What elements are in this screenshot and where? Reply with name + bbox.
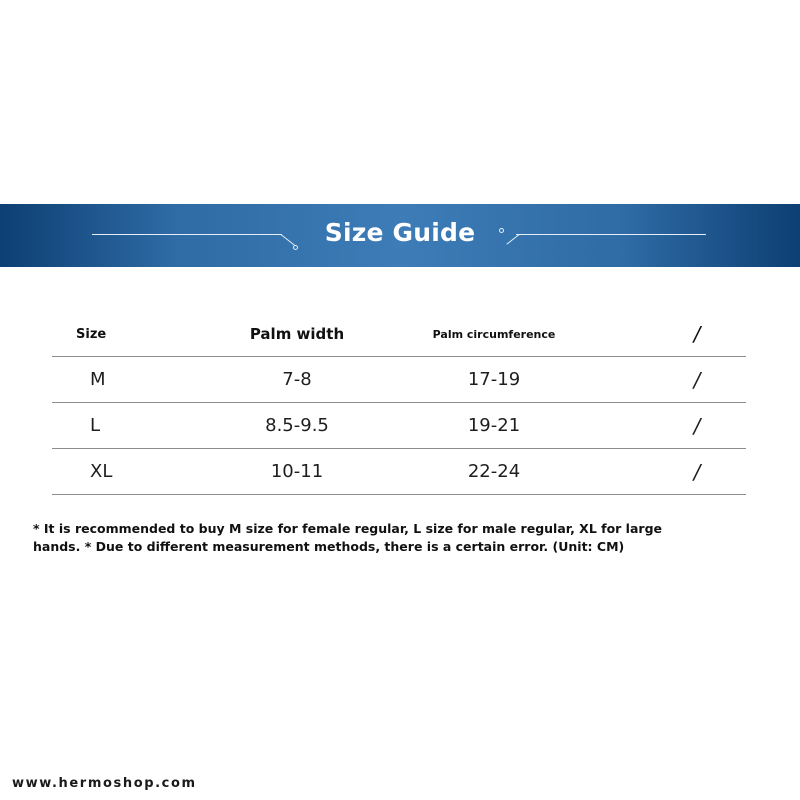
cell-size: XL [90,461,113,482]
cell-size: M [90,369,106,390]
table-row [52,403,746,449]
cell-extra: / [693,367,701,392]
size-table [52,312,746,495]
website-watermark: www.hermoshop.com [12,776,197,791]
header-size: Size [76,326,107,342]
cell-palm-circumference: 19-21 [467,415,521,436]
cell-palm-width: 7-8 [282,369,312,390]
table-row [52,357,746,403]
cell-palm-width: 8.5-9.5 [265,415,329,436]
banner-decor-line-right [516,234,706,235]
cell-palm-circumference: 17-19 [467,369,521,390]
cell-palm-circumference: 22-24 [467,461,521,482]
table-header-row [52,312,746,357]
table-row [52,449,746,495]
header-palm-circumference: Palm circumference [432,327,556,341]
header-palm-width: Palm width [249,325,345,343]
cell-palm-width: 10-11 [270,461,324,482]
cell-extra: / [693,459,701,484]
header-extra: / [693,322,701,346]
cell-size: L [90,415,101,436]
cell-extra: / [693,413,701,438]
size-note: * It is recommended to buy M size for female regular, L size for male regular, XL for large hands. * Due to different measurement methods, there is a certain error. (Unit: CM) [33,521,662,554]
banner-decor-dot-right [499,228,504,233]
page-title: Size Guide [324,218,476,247]
size-guide-banner [0,204,800,267]
